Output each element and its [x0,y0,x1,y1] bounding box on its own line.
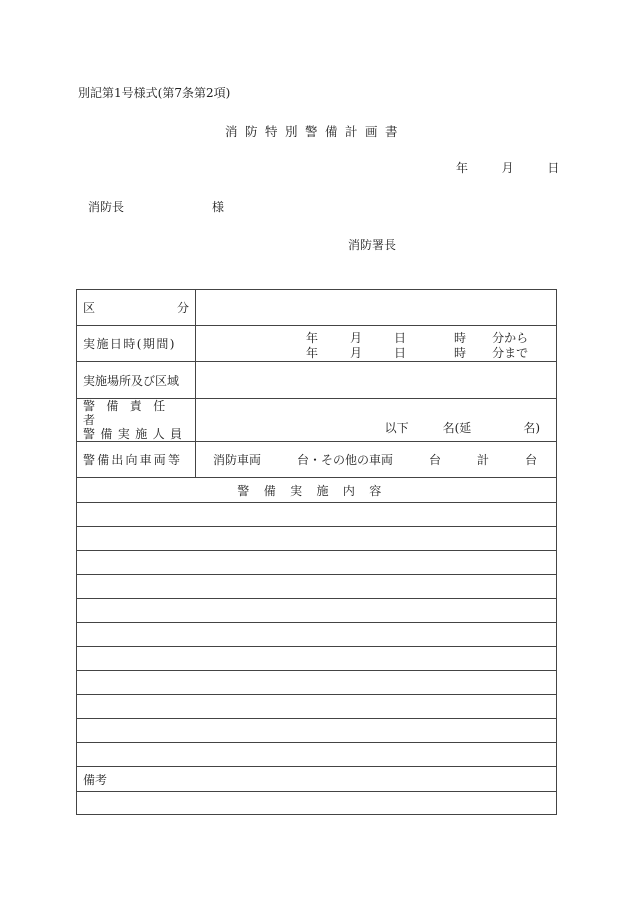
vehicles-unit: 台 [429,453,442,467]
category-label-b: 分 [176,301,189,315]
addressee-name: 消防長 [88,200,125,214]
remarks-value[interactable] [77,792,557,815]
until-day: 日 [394,346,407,360]
content-line-cell[interactable] [77,503,557,527]
staff-label [77,399,196,442]
content-line-cell[interactable] [77,575,557,599]
row-staff [77,399,557,442]
until-month: 月 [350,346,363,360]
addressee [88,198,224,215]
content-line [77,551,557,575]
content-line [77,695,557,719]
staff-persons-close: 名) [523,421,540,435]
vehicles-unit-total: 台 [525,453,538,467]
content-line [77,527,557,551]
content-line [77,743,557,767]
from-hour: 時 [454,331,467,345]
category-label [77,290,196,326]
from-day: 日 [394,331,407,345]
content-line [77,623,557,647]
content-line-cell[interactable] [77,671,557,695]
content-line-cell[interactable] [77,551,557,575]
dates-value[interactable] [196,326,557,362]
content-line-cell[interactable] [77,647,557,671]
vehicles-fire: 消防車両 [213,453,262,467]
staff-value[interactable] [196,399,557,442]
remarks-line [77,792,557,815]
staff-members-label: 警備実施人員 [83,427,188,441]
dates-label: 実施日時(期間) [77,326,196,362]
staff-leader-label: 警備責任者 [83,399,177,427]
content-line-cell[interactable] [77,623,557,647]
content-line [77,503,557,527]
date-until [306,344,528,361]
staff-persons-open: 名(延 [442,421,472,435]
row-content-header [77,478,557,503]
vehicles-other: 台・その他の車両 [297,453,394,467]
from-month: 月 [350,331,363,345]
content-line-cell[interactable] [77,743,557,767]
document-title: 消防特別警備計画書 [224,124,405,139]
content-header: 警備実施内容 [77,478,557,503]
content-line-cell[interactable] [77,527,557,551]
sender: 消防署長 [348,238,397,252]
plan-form-table [76,289,557,815]
row-remarks [77,767,557,792]
until-minute: 分まで [492,346,529,360]
from-minute: 分から [492,331,529,345]
content-line-cell[interactable] [77,599,557,623]
row-place [77,362,557,399]
row-vehicles [77,442,557,478]
staff-count [385,419,540,436]
remarks-label: 備考 [77,767,557,792]
addressee-honorific: 様 [212,200,225,214]
date-day: 日 [547,161,560,175]
vehicles-total: 計 [477,453,490,467]
date-year: 年 [456,161,469,175]
place-value[interactable] [196,362,557,399]
staff-below: 以下 [384,421,409,435]
row-category [77,290,557,326]
submission-date [456,159,559,176]
content-line [77,719,557,743]
category-label-a: 区 [83,301,96,315]
content-line-cell[interactable] [77,695,557,719]
from-year: 年 [306,331,319,345]
content-line [77,599,557,623]
content-line [77,575,557,599]
vehicles-value[interactable] [196,442,557,478]
content-line [77,647,557,671]
content-line [77,671,557,695]
row-dates [77,326,557,362]
form-number: 別記第1号様式(第7条第2項) [78,86,231,100]
place-label: 実施場所及び区域 [77,362,196,399]
content-line-cell[interactable] [77,719,557,743]
until-hour: 時 [454,346,467,360]
until-year: 年 [306,346,319,360]
date-month: 月 [501,161,514,175]
vehicles-label: 警備出向車両等 [77,442,196,478]
category-value[interactable] [196,290,557,326]
